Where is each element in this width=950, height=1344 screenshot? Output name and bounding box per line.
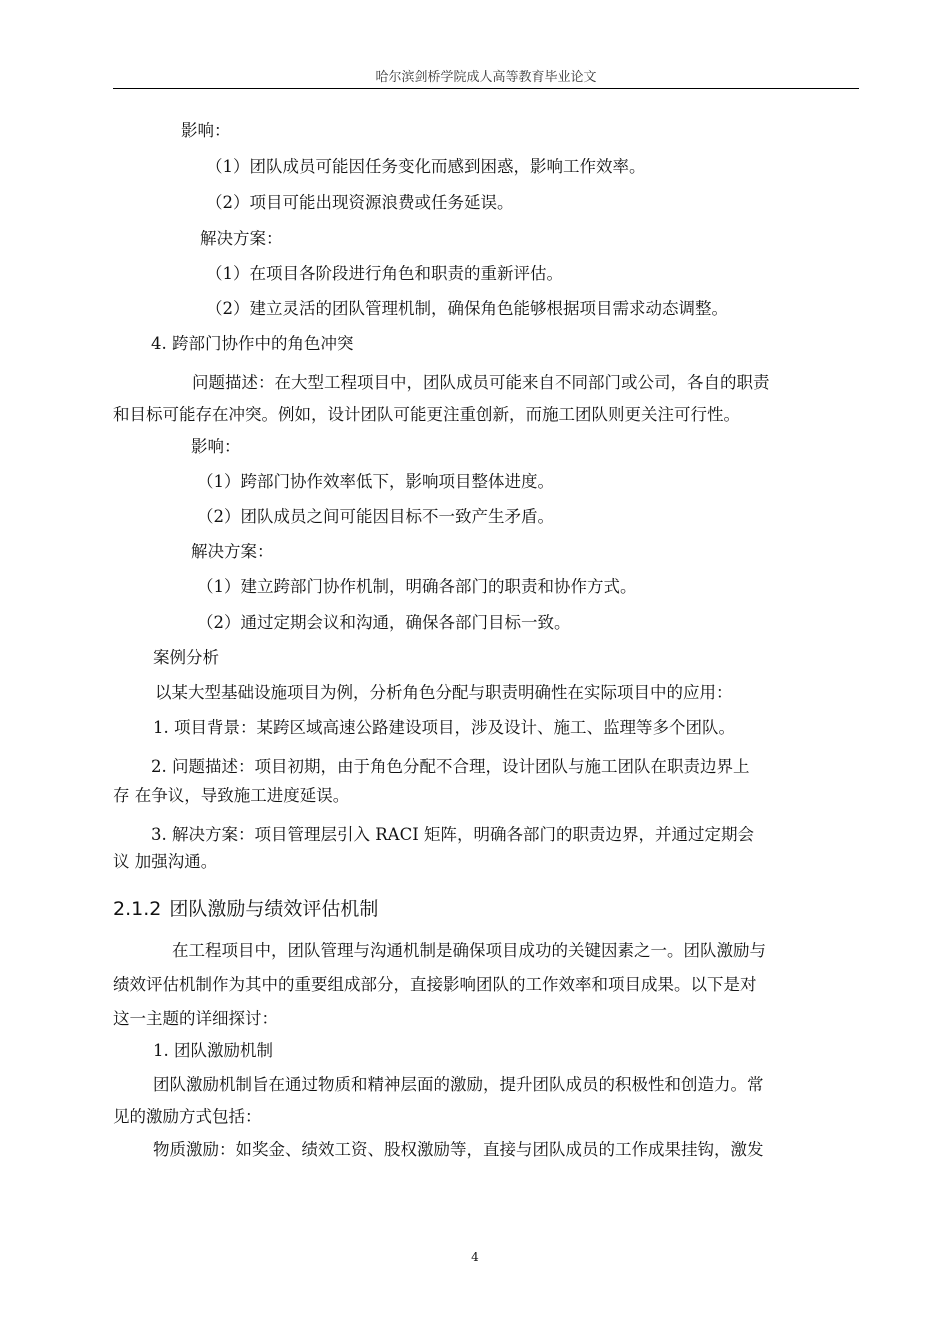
section-heading <box>113 897 378 921</box>
body-line: 在工程项目中，团队管理与沟通机制是确保项目成功的关键因素之一。团队激励与 <box>172 941 766 960</box>
text-line: 2. 问题描述：项目初期，由于角色分配不合理，设计团队与施工团队在职责边界上 <box>151 757 750 776</box>
page-header: 哈尔滨剑桥学院成人高等教育毕业论文 <box>375 70 597 85</box>
text-line: （1）在项目各阶段进行角色和职责的重新评估。 <box>206 264 563 283</box>
text-line: 影响： <box>191 437 241 456</box>
text-line: 3. 解决方案：项目管理层引入 RACI 矩阵，明确各部门的职责边界，并通过定期会 <box>151 825 754 844</box>
text-line: （2）项目可能出现资源浪费或任务延误。 <box>206 193 514 212</box>
text-line: 问题描述：在大型工程项目中，团队成员可能来自不同部门或公司，各自的职责 <box>192 373 770 392</box>
text-line: 影响： <box>181 121 231 140</box>
body-line: 物质激励：如奖金、绩效工资、股权激励等，直接与团队成员的工作成果挂钩，激发 <box>153 1140 764 1159</box>
text-line: 存 在争议，导致施工进度延误。 <box>113 786 350 805</box>
body-line: 这一主题的详细探讨： <box>113 1009 278 1028</box>
text-line: （2）团队成员之间可能因目标不一致产生矛盾。 <box>197 507 554 526</box>
text-line: （1）跨部门协作效率低下，影响项目整体进度。 <box>197 472 554 491</box>
text-line: 和目标可能存在冲突。例如，设计团队可能更注重创新，而施工团队则更关注可行性。 <box>113 405 740 424</box>
text-line: （1）团队成员可能因任务变化而感到困惑，影响工作效率。 <box>206 157 646 176</box>
text-line: 议 加强沟通。 <box>113 852 218 871</box>
text-line: 案例分析 <box>153 648 219 667</box>
text-line: 4. 跨部门协作中的角色冲突 <box>151 334 354 353</box>
section-number: 2.1.2 <box>113 898 162 920</box>
text-line: 以某大型基础设施项目为例，分析角色分配与职责明确性在实际项目中的应用： <box>155 683 733 702</box>
section-title: 团队激励与绩效评估机制 <box>169 898 379 920</box>
text-line: （2）建立灵活的团队管理机制，确保角色能够根据项目需求动态调整。 <box>206 299 728 318</box>
text-line: 解决方案： <box>200 229 283 248</box>
body-line: 见的激励方式包括： <box>113 1107 262 1126</box>
body-line: 1. 团队激励机制 <box>153 1041 273 1060</box>
text-line: 1. 项目背景：某跨区域高速公路建设项目，涉及设计、施工、监理等多个团队。 <box>153 718 735 737</box>
text-line: 解决方案： <box>191 542 274 561</box>
body-line: 绩效评估机制作为其中的重要组成部分，直接影响团队的工作效率和项目成果。以下是对 <box>113 975 757 994</box>
text-line: （2）通过定期会议和沟通，确保各部门目标一致。 <box>197 613 571 632</box>
page-number: 4 <box>471 1250 479 1264</box>
body-line: 团队激励机制旨在通过物质和精神层面的激励，提升团队成员的积极性和创造力。常 <box>153 1075 764 1094</box>
text-line: （1）建立跨部门协作机制，明确各部门的职责和协作方式。 <box>197 577 637 596</box>
header-divider <box>113 88 859 89</box>
